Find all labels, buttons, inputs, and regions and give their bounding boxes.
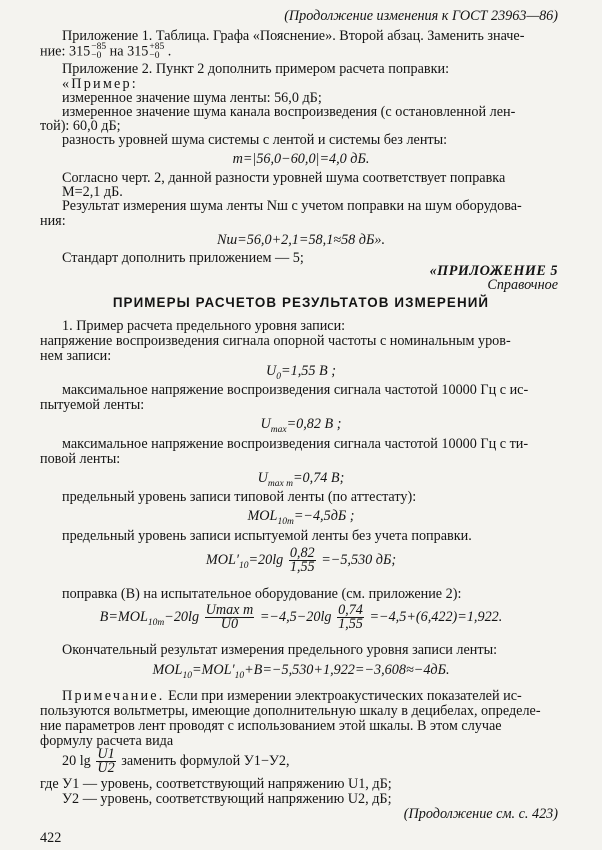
note-line: ние параметров лент проводят с использованием этой шкалы. В этом случае <box>40 718 502 734</box>
formula-umaxt: $U_{max т}=0,74$ В; <box>257 470 345 489</box>
text-line: Согласно черт. 2, данной разности уровней шума соответствует поправка <box>62 170 506 186</box>
where-line: У2 — уровень, соответствующий напряжению U2, дБ; <box>62 791 392 807</box>
formula-noise: Nш=56,0+2,1=58,1≈58 дБ». <box>217 232 385 248</box>
note-line: Примечание. Если при измерении электроакустических показателей ис- <box>62 688 522 704</box>
note-line: формулу расчета вида <box>40 733 174 749</box>
text-line: предельный уровень записи испытуемой ленты без учета поправки. <box>62 528 472 544</box>
text-line: нем записи: <box>40 348 112 364</box>
formula-mol10-prime: $MOL'_{10}=20\lg$ $\frac{0,82}{1,55}$ =−5,530 дБ; <box>205 545 397 576</box>
text-line: разность уровней шума системы с лентой и системы без ленты: <box>62 132 448 148</box>
text-line: Стандарт дополнить приложением — 5; <box>62 250 304 266</box>
text-line: M=2,1 дБ. <box>62 184 123 200</box>
note-label: Примечание. <box>62 688 165 704</box>
text-line: Окончательный результат измерения предельного уровня записи ленты: <box>62 642 498 658</box>
formula-20lg: 20 lg $\frac{U1}{U2}$ заменить формулой У1−У2, <box>62 746 290 777</box>
continuation-header: (Продолжение изменения к ГОСТ 23963—86) <box>284 8 558 24</box>
formula-m: m=|56,0−60,0|=4,0 дБ. <box>232 151 370 167</box>
text-line: максимальное напряжение воспроизведения сигнала частотой 10000 Гц с ис- <box>62 382 529 398</box>
example-label: «Пример: <box>62 76 138 92</box>
text-line: Приложение 1. Таблица. Графа «Пояснение». Второй абзац. Заменить значе- <box>62 28 525 44</box>
appendix-note: Справочное <box>487 277 558 293</box>
text-line: предельный уровень записи типовой ленты (по аттестату): <box>62 489 417 505</box>
page-number: 422 <box>40 830 62 846</box>
text-line: измеренное значение шума канала воспроизведения (с остановленной лен- <box>62 104 516 120</box>
text-line: повой ленты: <box>40 451 121 467</box>
text-line: Результат измерения шума ленты Nш с учетом поправки на шум оборудова- <box>62 198 522 214</box>
continuation-footer: (Продолжение см. с. 423) <box>403 806 558 822</box>
text-line: поправка (В) на испытательное оборудование (см. приложение 2): <box>62 586 462 602</box>
text-line: 1. Пример расчета предельного уровня записи: <box>62 318 346 334</box>
formula-line: ние: 315 −85 −0 на 315 +85 −0 . <box>40 42 172 61</box>
formula-correction: $B=MOL_{10т}-20\lg$ $\frac{\text{Umax т}}{U0}$ =−4,5−20lg $\frac{0,74}{1,55}$ =−4,5+(6,422)=1,922. <box>99 602 503 633</box>
formula-umax: $U_{max}=0,82$ В ; <box>260 416 342 435</box>
formula-u0: $U_0=1,55$ В ; <box>266 363 336 382</box>
text-line: пытуемой ленты: <box>40 397 145 413</box>
where-line: где У1 — уровень, соответствующий напряжению U1, дБ; <box>40 776 392 792</box>
formula-final: $MOL_{10}=MOL'_{10}+B=-5,530+1,922=-3,608\approx-4дБ$. <box>152 662 450 681</box>
text-line: измеренное значение шума ленты: 56,0 дБ; <box>62 90 322 106</box>
formula-mol10t: $MOL_{10т}=-4,5дБ$ ; <box>247 508 355 527</box>
section-title: ПРИМЕРЫ РАСЧЕТОВ РЕЗУЛЬТАТОВ ИЗМЕРЕНИЙ <box>112 295 490 310</box>
text-line: Приложение 2. Пункт 2 дополнить примером расчета поправки: <box>62 61 450 77</box>
text-line: максимальное напряжение воспроизведения сигнала частотой 10000 Гц с ти- <box>62 436 529 452</box>
text-line: ния: <box>40 213 66 229</box>
text-line: напряжение воспроизведения сигнала опорной частоты с номинальным уров- <box>40 333 511 349</box>
note-line: пользуются вольтметры, имеющие дополнительную шкалу в децибелах, определе- <box>40 703 541 719</box>
appendix-label: «ПРИЛОЖЕНИЕ 5 <box>429 263 558 279</box>
text-line: той): 60,0 дБ; <box>40 118 121 134</box>
